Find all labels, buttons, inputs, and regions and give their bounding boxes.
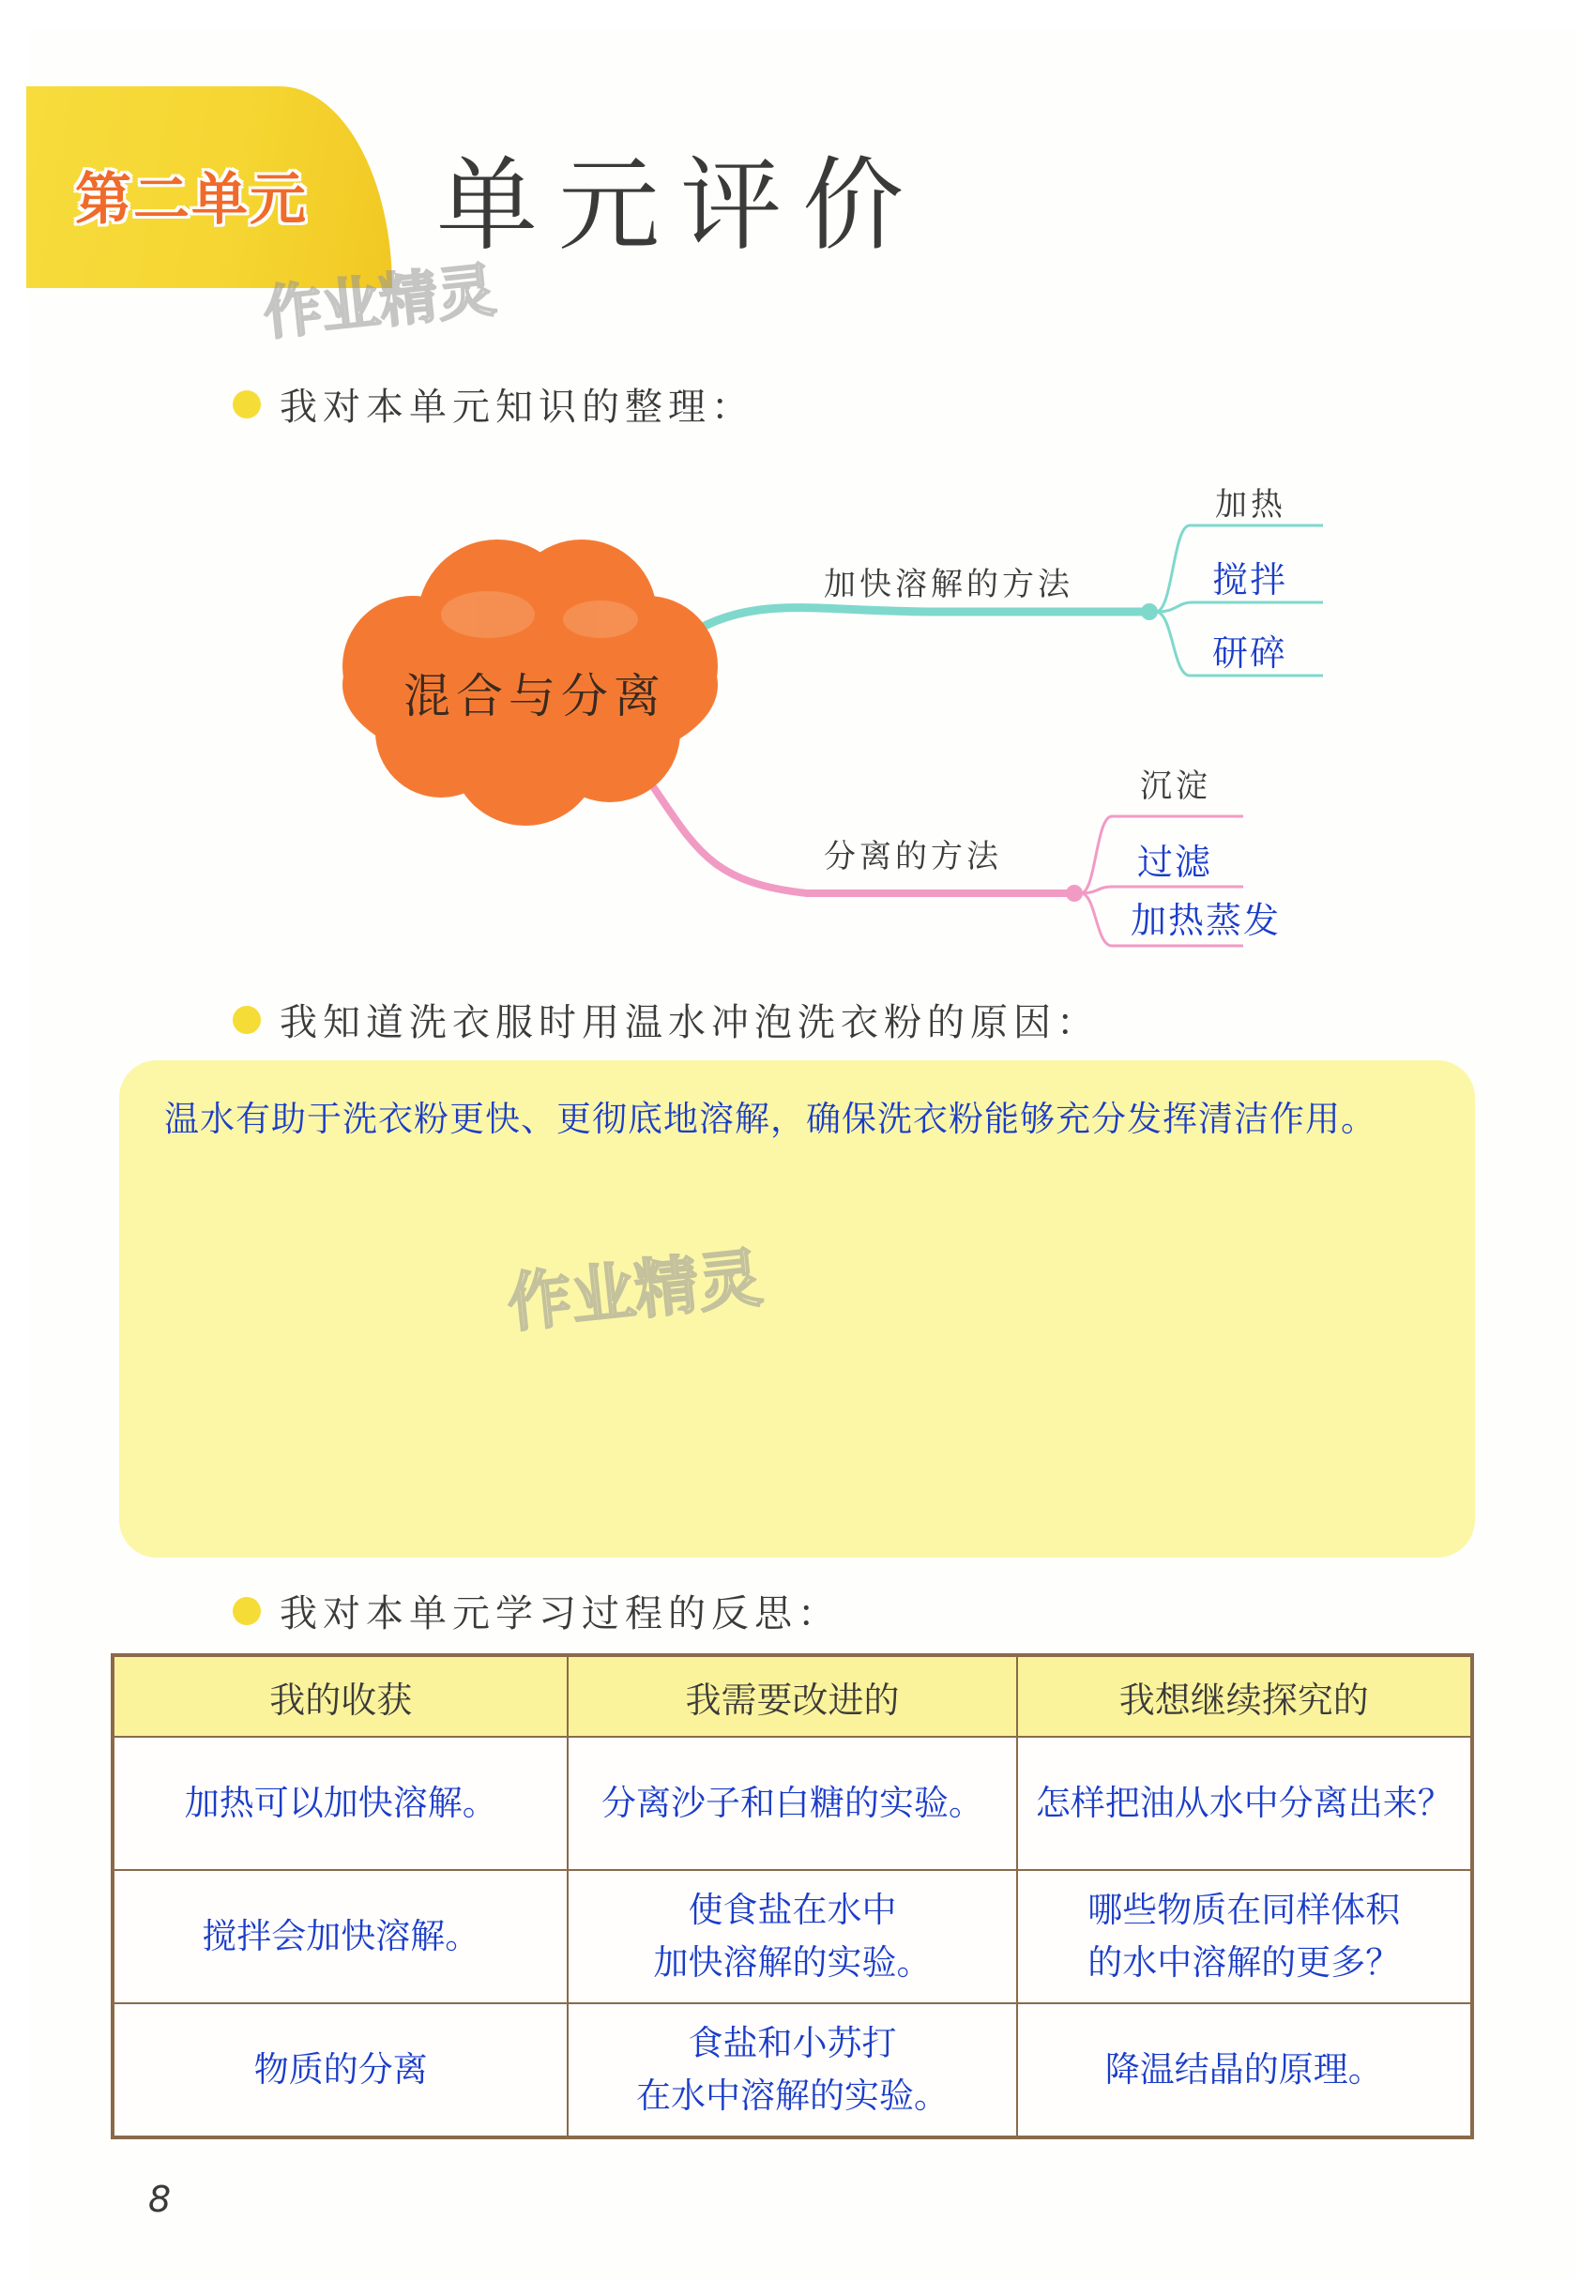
cell-text-line: 使食盐在水中 <box>688 1890 897 1930</box>
page-title: 单元评价 <box>436 147 925 265</box>
branch-label-separate: 分离的方法 <box>824 838 1002 875</box>
bullet-icon <box>233 1597 261 1625</box>
watermark: 作业精灵 <box>260 255 499 348</box>
branch-label-dissolve: 加快溶解的方法 <box>824 566 1073 603</box>
column-header-explore: 我想继续探究的 <box>1017 1655 1472 1737</box>
reflection-table <box>111 1653 1474 2139</box>
branch-node-dissolve <box>1141 603 1158 620</box>
cell-text-line: 分离沙子和白糖的实验。 <box>600 1783 983 1823</box>
cell-text-line: 物质的分离 <box>253 2049 428 2090</box>
bullet-icon <box>233 390 261 418</box>
cell-text-line: 在水中溶解的实验。 <box>635 2076 949 2116</box>
page-number: 8 <box>148 2179 172 2220</box>
column-header-gains: 我的收获 <box>113 1655 568 1737</box>
leaf-stir: 搅拌 <box>1212 559 1288 601</box>
table-cell[interactable] <box>113 1737 568 1870</box>
answer-text: 温水有助于洗衣粉更快、更彻底地溶解，确保洗衣粉能够充分发挥清洁作用。 <box>164 1099 1376 1139</box>
leaf-evaporate: 加热蒸发 <box>1131 900 1282 941</box>
table-cell[interactable] <box>568 2003 1016 2137</box>
cell-text-line: 加快溶解的实验。 <box>653 1942 932 1983</box>
leaf-grind: 研碎 <box>1212 632 1288 674</box>
mind-map-graphics <box>0 450 1596 976</box>
table-cell[interactable] <box>1017 1870 1472 2003</box>
table-cell[interactable] <box>568 1870 1016 2003</box>
mind-map-center: 混合与分离 <box>403 669 666 723</box>
unit-label: 第二单元 <box>75 167 308 233</box>
cell-text-line: 的水中溶解的更多？ <box>1087 1942 1401 1983</box>
cell-text-line: 降温结晶的原理。 <box>1104 2049 1383 2090</box>
table-cell[interactable] <box>1017 2003 1472 2137</box>
column-header-improve: 我需要改进的 <box>568 1655 1016 1737</box>
cell-text-line: 搅拌会加快溶解。 <box>202 1916 480 1956</box>
section-knowledge-heading <box>233 377 754 431</box>
section-heading-text: 我对本单元学习过程的反思： <box>280 1592 841 1635</box>
leaf-line-2 <box>1156 602 1323 612</box>
cell-text-line: 加热可以加快溶解。 <box>184 1783 497 1823</box>
section-reflection-heading <box>233 1584 841 1637</box>
leaf-filter: 过滤 <box>1137 842 1213 883</box>
leaf-heat: 加热 <box>1215 486 1286 524</box>
table-cell[interactable] <box>568 1737 1016 1870</box>
cell-text-line: 怎样把油从水中分离出来？ <box>1035 1783 1452 1823</box>
table-cell[interactable] <box>113 1870 568 2003</box>
bullet-icon <box>233 1006 261 1034</box>
table-row <box>113 1737 1472 1870</box>
leaf-sediment: 沉淀 <box>1140 768 1211 805</box>
cell-text-line: 食盐和小苏打 <box>688 2023 897 2063</box>
table-row <box>113 1870 1472 2003</box>
table-cell[interactable] <box>113 2003 568 2137</box>
branch-node-separate <box>1066 885 1083 902</box>
section-heading-text: 我对本单元知识的整理： <box>280 386 754 429</box>
cell-text-line: 哪些物质在同样体积 <box>1087 1890 1401 1930</box>
table-cell[interactable] <box>1017 1737 1472 1870</box>
section-reason-heading <box>233 993 1100 1046</box>
table-row <box>113 2003 1472 2137</box>
table-header-row <box>113 1655 1472 1737</box>
watermark: 作业精灵 <box>504 1240 767 1342</box>
mind-map <box>0 450 1596 976</box>
section-heading-text: 我知道洗衣服时用温水冲泡洗衣粉的原因： <box>280 1001 1100 1044</box>
